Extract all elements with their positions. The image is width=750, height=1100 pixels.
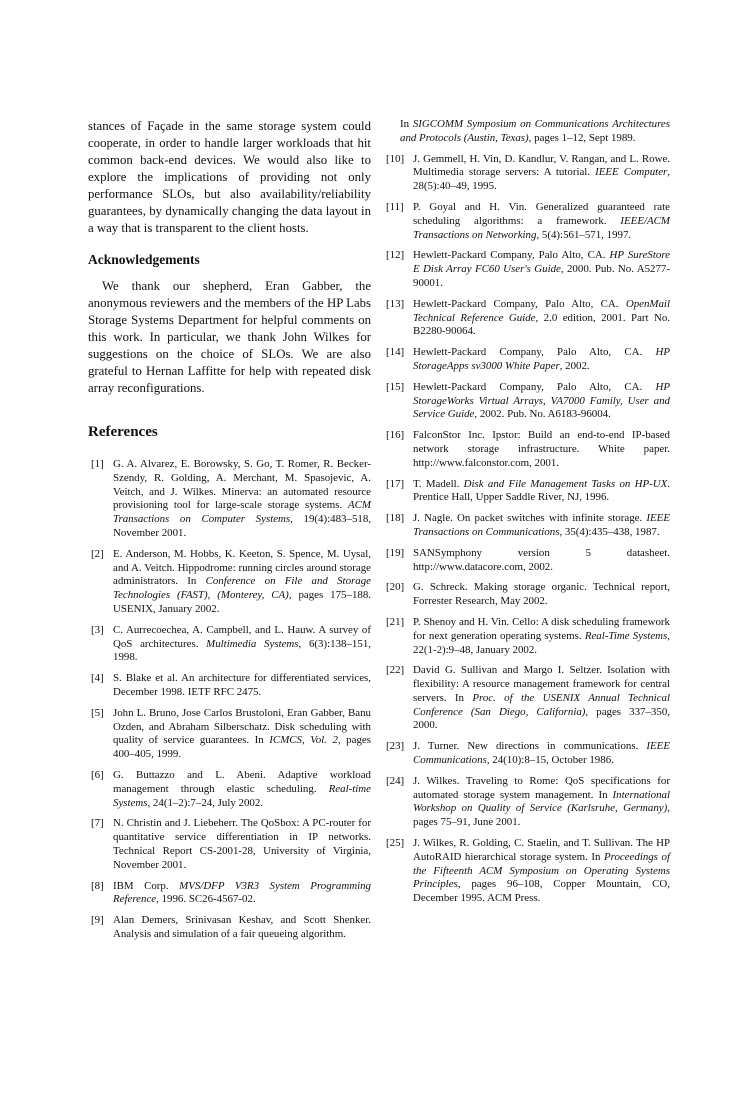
reference-label: [5] — [91, 706, 104, 719]
reference-text-segment: IBM Corp. — [113, 879, 180, 892]
reference-label: [18] — [386, 512, 405, 525]
reference-text-segment: , 1996. SC26-4567-02. — [156, 893, 256, 906]
reference-text-segment: Real-time Systems — [113, 782, 371, 809]
reference-text-segment: HP SureStore E Disk Array FC60 User's Guide — [413, 249, 670, 276]
reference-text-segment: Hewlett-Packard Company, Palo Alto, CA. — [413, 249, 610, 262]
reference-text-segment: S. Blake et al. An architecture for differentiated services, December 1998. IETF RFC 2475. — [113, 672, 371, 698]
reference-text-segment: IEEE Computer — [595, 166, 668, 179]
reference-item — [386, 478, 670, 506]
reference-label: [12] — [386, 249, 405, 262]
reference-text-segment: , 2002. Pub. No. A6183-96004. — [474, 408, 611, 421]
reference-label: [23] — [386, 740, 405, 753]
reference-label: [1] — [91, 458, 104, 470]
reference-item — [386, 547, 670, 575]
reference-item — [88, 458, 371, 541]
reference-item — [386, 837, 670, 906]
reference-label: [16] — [386, 429, 405, 442]
reference-label: [4] — [91, 672, 104, 685]
reference-label: [8] — [91, 879, 104, 892]
reference-text-segment: , 19(4):483–518, November 2001. — [113, 513, 371, 539]
reference-text-segment: Hewlett-Packard Company, Palo Alto, CA. — [413, 346, 656, 359]
reference-label: [21] — [386, 615, 405, 628]
reference-text-segment: , pages 75–91, June 2001. — [413, 802, 670, 829]
reference-item — [386, 429, 670, 470]
reference-text-segment: , 2000. Pub. No. A5277-90001. — [413, 263, 671, 289]
reference-text-segment: , pages 175–188. USENIX, January 2002. — [113, 589, 371, 615]
reference-text-segment: Proceedings of the Fifteenth ACM Symposium on Operating Systems Principles — [413, 850, 670, 891]
reference-text-segment: J. Turner. New directions in communications. — [413, 740, 647, 753]
reference-text-segment: Hewlett-Packard Company, Palo Alto, CA. — [413, 297, 626, 310]
reference-text-segment: C. Aurrecoechea, A. Campbell, and L. Hauw. A survey of QoS architectures. — [113, 623, 371, 650]
reference-text-segment: FalconStor Inc. Ipstor: Build an end-to-end IP-based network storage infrastructure. White paper. http://www.falconstor.com, 2001. — [413, 429, 670, 469]
reference-label: [9] — [91, 914, 104, 927]
reference-label: [24] — [386, 774, 405, 787]
reference-text-segment: In — [400, 118, 413, 130]
reference-item — [386, 381, 670, 422]
reference-label: [22] — [386, 664, 405, 677]
reference-text-segment: , 5(4):561–571, 1997. — [536, 228, 632, 241]
reference-text-segment: SANSymphony version 5 datasheet. http://www.datacore.com, 2002. — [413, 546, 670, 573]
reference-text-segment: Multimedia Systems — [206, 637, 299, 650]
reference-text-segment: . Prentice Hall, Upper Saddle River, NJ, 1996. — [413, 477, 670, 504]
reference-text-segment: , pages 96–108, Copper Mountain, CO, December 1995. ACM Press. — [413, 878, 670, 905]
reference-item — [386, 616, 670, 657]
reference-text-segment: G. Buttazzo and L. Abeni. Adaptive workload management through elastic scheduling. — [113, 768, 371, 795]
reference-text-segment: HP StorageWorks Virtual Arrays, VA7000 Family, User and Service Guide — [413, 380, 670, 421]
reference-item — [88, 817, 371, 872]
reference-text-segment: John L. Bruno, Jose Carlos Brustoloni, Eran Gabber, Banu Ozden, and Abraham Silberschatz. Disk scheduling with quality of service guarantees. In — [113, 706, 371, 747]
reference-label: [6] — [91, 768, 104, 781]
reference-label: [15] — [386, 380, 405, 393]
reference-label: [3] — [91, 623, 104, 636]
reference-label: [25] — [386, 837, 405, 850]
reference-label: [19] — [386, 546, 405, 559]
reference-item — [386, 512, 670, 540]
reference-text-segment: , 22(1-2):9–48, January 2002. — [413, 629, 671, 656]
reference-text-segment: E. Anderson, M. Hobbs, K. Keeton, S. Spence, M. Uysal, and A. Veitch. Hippodrome: running circles around storage administrators. In — [113, 547, 371, 588]
reference-text-segment: Alan Demers, Srinivasan Keshav, and Scott Shenker. Analysis and simulation of a fair queueing algorithm. — [113, 914, 371, 940]
reference-label: [17] — [386, 477, 405, 490]
reference-label: [2] — [91, 547, 104, 560]
reference-item — [386, 581, 670, 609]
reference-label: [13] — [386, 297, 405, 310]
reference-text-segment: Hewlett-Packard Company, Palo Alto, CA. — [413, 380, 656, 393]
reference-text-segment: ICMCS, Vol. 2 — [269, 734, 338, 747]
reference-text-segment: P. Shenoy and H. Vin. Cello: A disk scheduling framework for next generation operating systems. — [413, 615, 670, 642]
reference-item — [386, 775, 670, 830]
reference-text-segment: , 28(5):40–49, 1995. — [413, 166, 670, 193]
reference-text-segment: P. Goyal and H. Vin. Generalized guaranteed rate scheduling algorithms: a framework. — [413, 200, 670, 227]
reference-item — [88, 624, 371, 665]
reference-text-segment: , pages 1–12, Sept 1989. — [528, 131, 636, 144]
reference-text-segment: T. Madell. — [413, 477, 464, 490]
reference-text-segment: IEEE Transactions on Communications — [413, 512, 670, 538]
reference-text-segment: , pages 400–405, 1999. — [113, 734, 371, 761]
reference-text-segment: OpenMail Technical Reference Guide — [413, 297, 670, 324]
reference-label: [14] — [386, 346, 405, 359]
reference-text-segment: , 6(3):138–151, 1998. — [113, 637, 371, 664]
reference-text-segment: IEEE/ACM Transactions on Networking — [413, 214, 670, 241]
references-list-left — [88, 458, 371, 942]
reference-label: [20] — [386, 581, 405, 594]
references-heading: References — [88, 424, 158, 440]
reference-text-segment: , 35(4):435–438, 1987. — [559, 525, 660, 538]
reference-item — [386, 249, 670, 290]
reference-label: [11] — [386, 200, 404, 213]
reference-text-segment: David G. Sullivan and Margo I. Seltzer. Isolation with flexibility: A resource management framework for central servers. In — [413, 664, 670, 704]
reference-text-segment: , pages 337–350, 2000. — [413, 705, 670, 732]
reference-text-segment: HP StorageApps sv3000 White Paper — [413, 346, 670, 372]
reference-text-segment: , 2002. — [559, 359, 590, 372]
reference-item — [88, 548, 371, 617]
right-column — [386, 118, 670, 913]
reference-text-segment: J. Gemmell, H. Vin, D. Kandlur, V. Rangan, and L. Rowe. Multimedia storage servers: A tutorial. — [413, 152, 670, 179]
reference-text-segment: , 24(10):8–15, October 1986. — [486, 754, 614, 767]
reference-text-segment: G. A. Alvarez, E. Borowsky, S. Go, T. Romer, R. Becker-Szendy, R. Golding, A. Merchant, M. Spasojevic, A. Veitch, and J. Wilkes. Minerva: an automated resource provisioning tool for large-scale storage systems. — [113, 458, 371, 512]
reference-text-segment: Conference on File and Storage Technologies (FAST), (Monterey, CA) — [113, 575, 371, 602]
reference-item — [386, 298, 670, 339]
reference-text-segment: J. Wilkes, R. Golding, C. Staelin, and T. Sullivan. The HP AutoRAID hierarchical storage system. In — [413, 837, 670, 863]
reference-text-segment: , 24(1–2):7–24, July 2002. — [147, 796, 264, 809]
reference-text-segment: , 2.0 edition, 2001. Part No. B2280-90064. — [413, 311, 671, 338]
reference-item — [88, 769, 371, 810]
reference-text-segment: J. Nagle. On packet switches with infinite storage. — [413, 512, 647, 525]
reference-item — [88, 914, 371, 942]
reference-label: [7] — [91, 817, 104, 830]
reference-item — [386, 201, 670, 242]
reference-text-segment: Disk and File Management Tasks on HP-UX — [463, 477, 668, 490]
references-list-right — [386, 153, 670, 906]
reference-label: [10] — [386, 152, 405, 165]
reference-text-segment: Real-Time Systems — [584, 629, 668, 642]
reference-text-segment: G. Schreck. Making storage organic. Technical report, Forrester Research, May 2002. — [413, 581, 670, 608]
reference-item — [88, 672, 371, 700]
body-paragraph: stances of Façade in the same storage system could cooperate, in order to handle larger workloads that hit common back-end devices. We would also like to explore the implications of providing not only performance SLOs, but also availability/reliability guarantees, by dynamically changing the data layout in a way that is transparent to the client hosts. — [88, 119, 371, 235]
reference-text-segment: J. Wilkes. Traveling to Rome: QoS specifications for automated storage system management. In — [413, 774, 670, 801]
reference-item — [88, 707, 371, 762]
reference-text-segment: N. Christin and J. Liebeherr. The QoSbox: A PC-router for quantitative service differentiation in IP networks. Technical Report CS-2001-28, University of Virginia, November 2001. — [113, 817, 371, 871]
acknowledgements-paragraph: We thank our shepherd, Eran Gabber, the anonymous reviewers and the members of the HP Labs Storage Systems Department for helpful comments on this work. In particular, we thank John Wilkes for suggestions on the choice of SLOs. We are also grateful to Hernan Laffitte for help with repeated disk array reconfigurations. — [88, 279, 371, 395]
reference-item — [386, 664, 670, 733]
reference-text-segment: IEEE Communications — [413, 740, 670, 767]
acknowledgements-heading: Acknowledgements — [88, 252, 200, 267]
reference-item — [386, 153, 670, 194]
reference-text-segment: SIGCOMM Symposium on Communications Architectures and Protocols (Austin, Texas) — [400, 118, 670, 144]
reference-item — [386, 346, 670, 374]
reference-9-continuation — [400, 118, 670, 146]
reference-text-segment: MVS/DFP V3R3 System Programming Reference — [113, 879, 371, 906]
reference-text-segment: Proc. of the USENIX Annual Technical Conference (San Diego, California) — [413, 691, 670, 718]
reference-text-segment: ACM Transactions on Computer Systems — [113, 499, 371, 526]
reference-item — [386, 740, 670, 768]
reference-text-segment: International Workshop on Quality of Service (Karlsruhe, Germany) — [413, 788, 670, 815]
left-column — [88, 118, 371, 949]
reference-item — [88, 880, 371, 908]
